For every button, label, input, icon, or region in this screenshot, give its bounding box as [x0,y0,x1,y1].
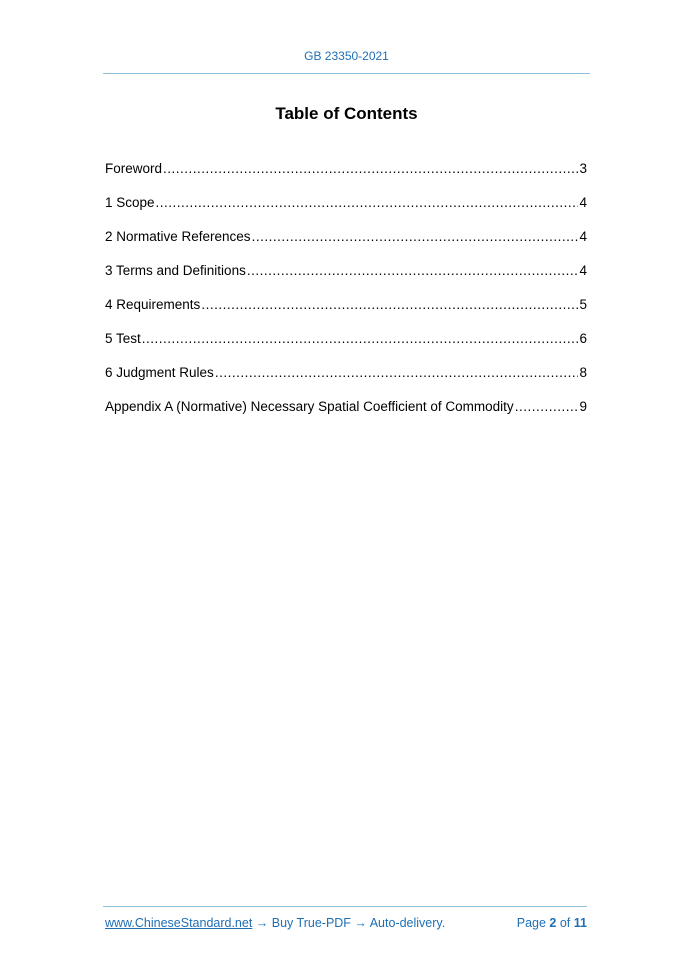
footer-promo-text: → Buy True-PDF → Auto-delivery. [252,916,446,930]
toc-entry-page: 4 [579,229,587,244]
site-link[interactable]: www.ChineseStandard.net [105,916,253,930]
page-total: 11 [573,916,587,930]
dot-leader [156,195,579,210]
dot-leader [247,263,579,278]
toc-entry-title: 1 Scope [105,195,155,210]
toc-entry-page: 8 [579,365,587,380]
document-id-header: GB 23350-2021 [304,49,389,63]
page-current: 2 [549,916,557,930]
toc-entry-title: 2 Normative References [105,229,251,244]
page-label: Page [516,916,546,930]
page-of: of [559,916,571,930]
dot-leader [215,365,579,380]
toc-entry-terms-definitions[interactable] [105,263,587,297]
toc-entry-test[interactable] [105,331,587,365]
footer-divider [103,906,587,907]
toc-entry-requirements[interactable] [105,297,587,331]
toc-entry-page: 4 [579,263,587,278]
toc-entry-page: 4 [579,195,587,210]
toc-entry-appendix-a[interactable] [105,399,587,433]
toc-list [105,161,587,433]
toc-entry-page: 5 [579,297,587,312]
toc-entry-title: Appendix A (Normative) Necessary Spatial Coefficient of Commodity [105,399,514,414]
toc-entry-title: 5 Test [105,331,141,346]
toc-entry-scope[interactable] [105,195,587,229]
toc-entry-judgment-rules[interactable] [105,365,587,399]
toc-entry-title: 4 Requirements [105,297,201,312]
dot-leader [142,331,579,346]
page-indicator [517,916,587,930]
dot-leader [163,161,578,176]
toc-entry-title: 3 Terms and Definitions [105,263,246,278]
dot-leader [252,229,579,244]
toc-entry-normative-references[interactable] [105,229,587,263]
footer-promo [105,916,445,930]
page-footer [105,916,587,930]
toc-entry-foreword[interactable] [105,161,587,195]
toc-heading: Table of Contents [275,104,418,123]
toc-entry-page: 6 [579,331,587,346]
dot-leader [515,399,579,414]
header-divider [103,73,590,74]
toc-entry-title: Foreword [105,161,163,176]
dot-leader [201,297,578,312]
toc-entry-title: 6 Judgment Rules [105,365,214,380]
toc-entry-page: 9 [579,399,587,414]
toc-entry-page: 3 [579,161,587,176]
